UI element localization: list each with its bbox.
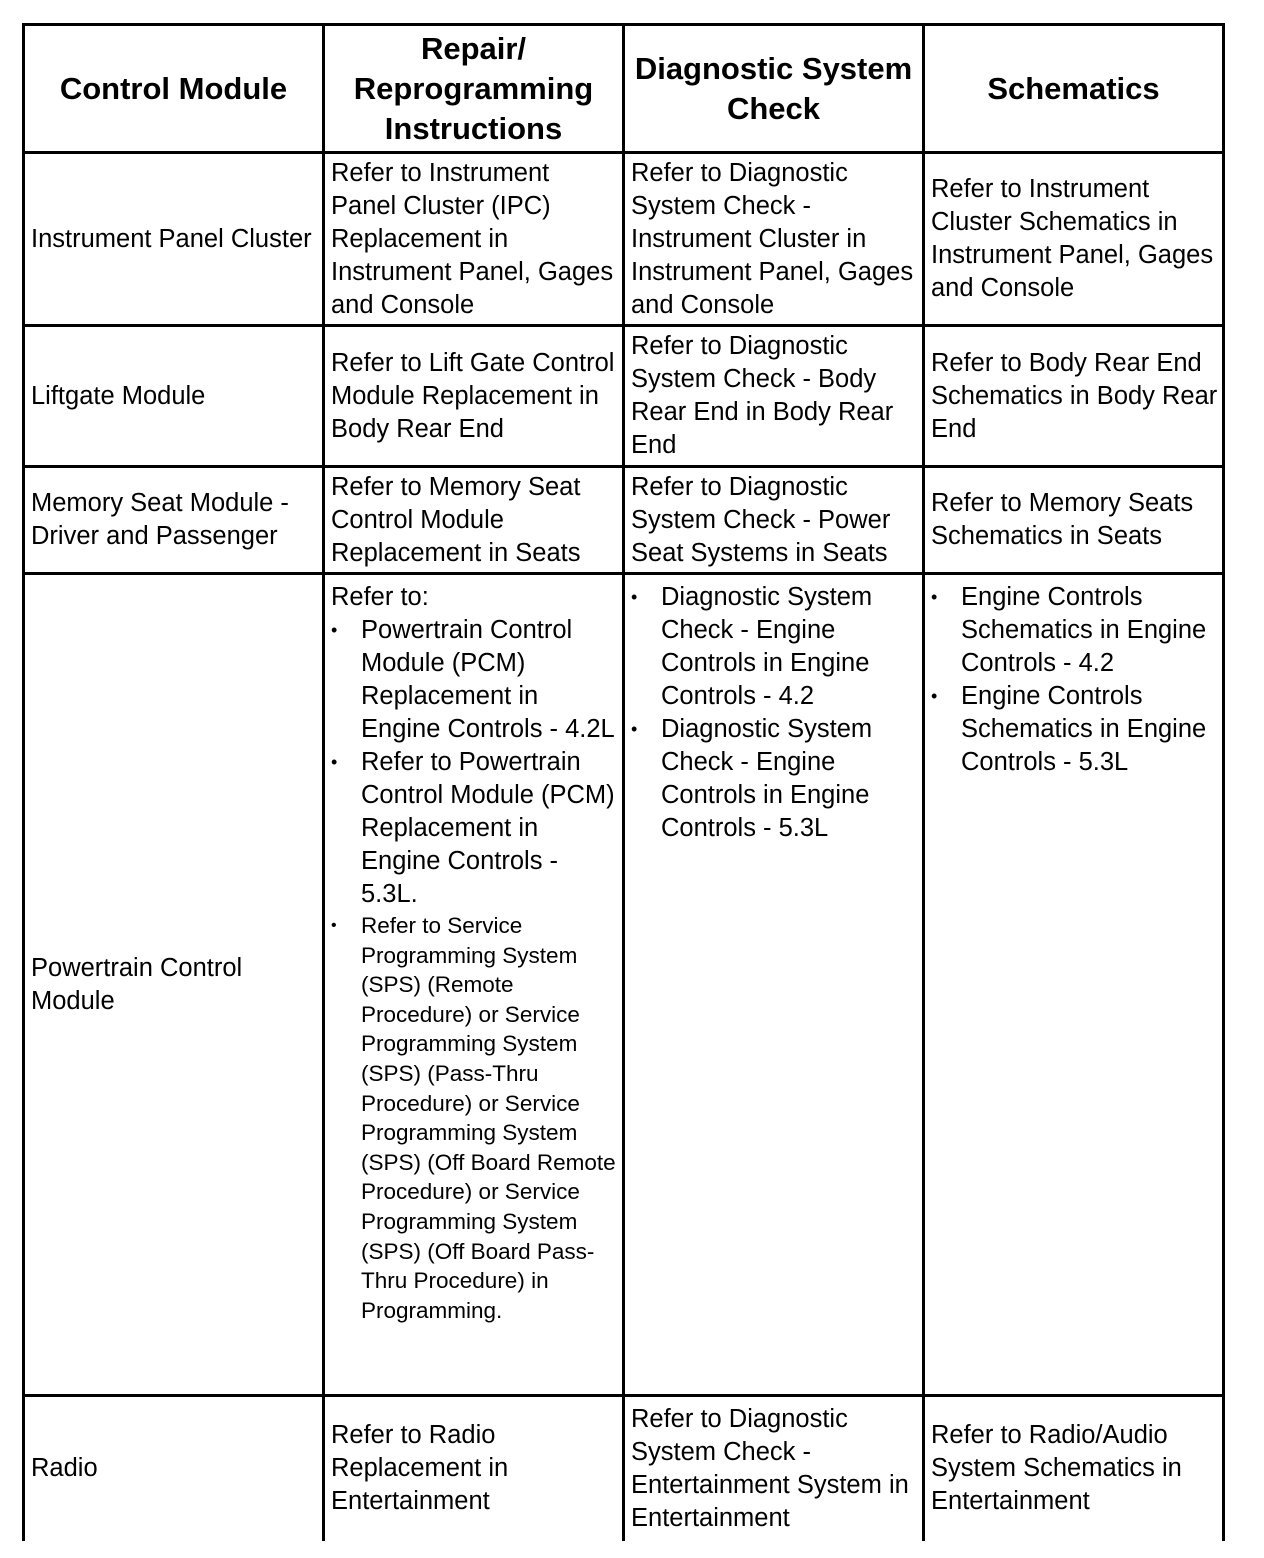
- schematics-cell: Refer to Memory Seats Schematics in Seats: [924, 467, 1224, 574]
- repair-intro: Refer to:: [331, 583, 429, 611]
- table-row: [24, 467, 1224, 574]
- repair-cell: Refer to Memory Seat Control Module Replacement in Seats: [324, 467, 624, 574]
- diagnostic-cell: Refer to Diagnostic System Check - Entertainment System in Entertainment: [624, 1396, 924, 1541]
- header-row: [24, 25, 1224, 153]
- module-cell: Powertrain Control Module: [24, 574, 324, 1396]
- list-item-text: Engine Controls Schematics in Engine Controls - 4.2: [961, 583, 1207, 677]
- header-control-module: Control Module: [24, 25, 324, 153]
- table-row: [24, 326, 1224, 467]
- bullet-icon: •: [931, 686, 938, 706]
- repair-cell: Refer to Instrument Panel Cluster (IPC) Replacement in Instrument Panel, Gages and Console: [324, 153, 624, 326]
- schematics-cell: [924, 574, 1224, 1396]
- list-item-text: Refer to Service Programming System (SPS) (Remote Procedure) or Service Programming System (SPS) (Pass-Thru Procedure) or Service Programming System (SPS) (Off Board Remote Procedure) or Service Programming System (SPS) (Off Board Pass-Thru Procedure) in Programming.: [361, 913, 616, 1323]
- header-schematics: Schematics: [924, 25, 1224, 153]
- diagnostic-cell: Refer to Diagnostic System Check - Power Seat Systems in Seats: [624, 467, 924, 574]
- diagnostic-cell: [624, 574, 924, 1396]
- schematics-cell: Refer to Instrument Cluster Schematics in Instrument Panel, Gages and Console: [924, 153, 1224, 326]
- module-cell: Radio: [24, 1396, 324, 1541]
- list-item-text: Diagnostic System Check - Engine Controls in Engine Controls - 5.3L: [661, 715, 873, 842]
- list-item: [631, 713, 918, 845]
- repair-cell: Refer to Lift Gate Control Module Replacement in Body Rear End: [324, 326, 624, 467]
- diagnostic-list: [631, 581, 918, 845]
- list-item-text: Powertrain Control Module (PCM) Replacement in Engine Controls - 4.2L: [361, 616, 615, 743]
- schematics-cell: Refer to Body Rear End Schematics in Body Rear End: [924, 326, 1224, 467]
- module-cell: Liftgate Module: [24, 326, 324, 467]
- bullet-icon: •: [331, 917, 337, 934]
- list-item: [931, 581, 1218, 680]
- diagnostic-cell: Refer to Diagnostic System Check - Instrument Cluster in Instrument Panel, Gages and Console: [624, 153, 924, 326]
- module-cell: Memory Seat Module -Driver and Passenger: [24, 467, 324, 574]
- table-row: [24, 1396, 1224, 1541]
- list-item: [631, 581, 918, 713]
- list-item-text: Refer to Powertrain Control Module (PCM) Replacement in Engine Controls - 5.3L.: [361, 748, 615, 908]
- list-item: [331, 746, 618, 911]
- repair-cell: [324, 574, 624, 1396]
- table-row: [24, 574, 1224, 1396]
- repair-list: [331, 614, 618, 1325]
- list-item-text: Diagnostic System Check - Engine Controls in Engine Controls - 4.2: [661, 583, 873, 710]
- list-item: [331, 911, 618, 1325]
- module-cell: Instrument Panel Cluster: [24, 153, 324, 326]
- list-item: [331, 614, 618, 746]
- module-reference-table: [22, 23, 1225, 1541]
- module-reference-table-frame: [22, 23, 1225, 1558]
- bullet-icon: •: [931, 587, 938, 607]
- header-repair-instructions: Repair/ Reprogramming Instructions: [324, 25, 624, 153]
- list-item: [931, 680, 1218, 779]
- bullet-icon: •: [331, 752, 338, 772]
- schematics-cell: Refer to Radio/Audio System Schematics in Entertainment: [924, 1396, 1224, 1541]
- schematics-list: [931, 581, 1218, 779]
- bullet-icon: •: [631, 719, 638, 739]
- table-row: [24, 153, 1224, 326]
- list-item-text: Engine Controls Schematics in Engine Controls - 5.3L: [961, 682, 1207, 776]
- bullet-icon: •: [331, 620, 338, 640]
- diagnostic-cell: Refer to Diagnostic System Check - Body Rear End in Body Rear End: [624, 326, 924, 467]
- repair-cell: Refer to Radio Replacement in Entertainment: [324, 1396, 624, 1541]
- header-diagnostic-check: Diagnostic System Check: [624, 25, 924, 153]
- bullet-icon: •: [631, 587, 638, 607]
